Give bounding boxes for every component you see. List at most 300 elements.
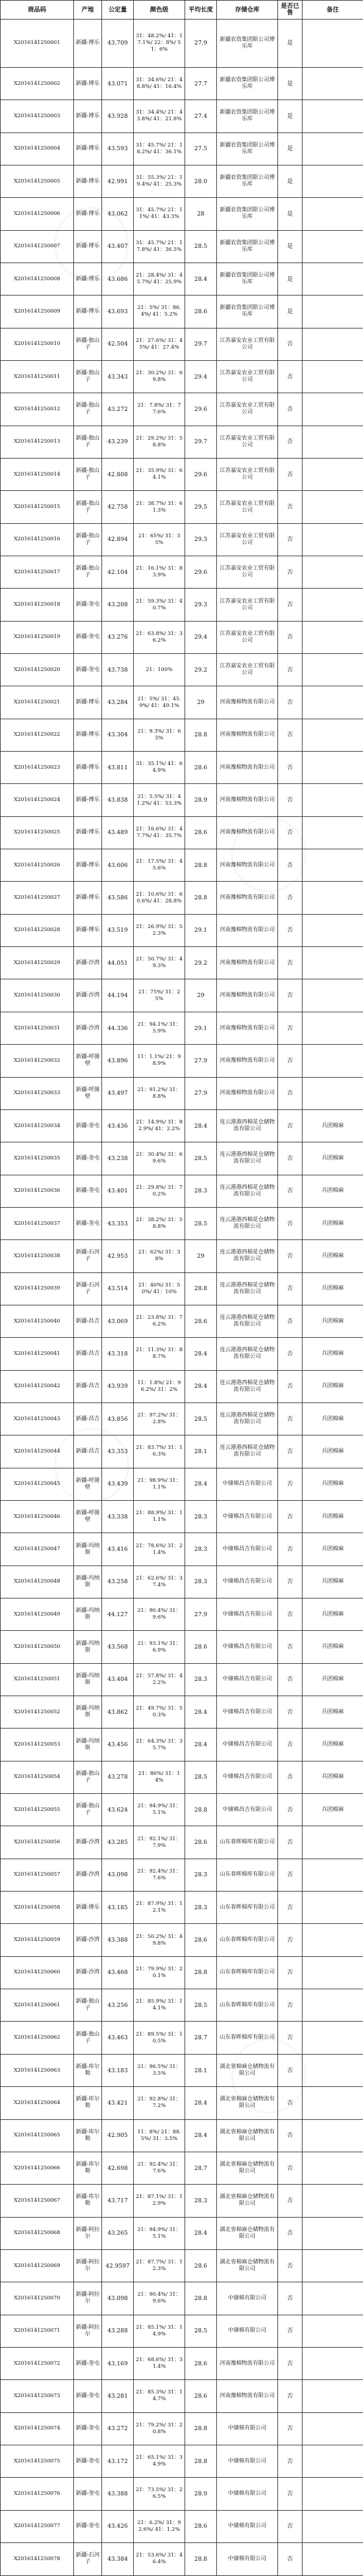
cell-warehouse: 中储棉昌吉有限公司 (217, 1468, 278, 1500)
cell-avg-length: 29.6 (185, 556, 217, 589)
cell-product-code: X2016141250012 (1, 393, 74, 426)
cell-sold: 否 (278, 1566, 302, 1598)
cell-origin: 新疆-博乐 (74, 263, 102, 295)
cell-origin: 新疆-博乐 (74, 230, 102, 263)
table-row (1, 589, 363, 621)
table-row (1, 1077, 363, 1109)
cell-avg-length: 28.9 (185, 784, 217, 816)
cell-avg-length: 29.4 (185, 360, 217, 393)
cell-avg-length: 29.7 (185, 426, 217, 458)
cell-product-code: X2016141250019 (1, 621, 74, 653)
cell-warehouse: 湖北省棉麻仓储物流有限公司 (217, 2119, 278, 2152)
cell-warehouse: 中储棉昌吉有限公司 (217, 1761, 278, 1793)
cell-note: 兵团棉麻 (302, 1370, 363, 1402)
table-row (1, 1924, 363, 1956)
cell-note (302, 426, 363, 458)
cell-product-code: X2016141250072 (1, 2347, 74, 2379)
cell-color-grade: 21：27.6%/ 31：45%/ 41：27.4% (134, 328, 185, 360)
cell-sold: 否 (278, 2347, 302, 2379)
cell-sold: 否 (278, 1859, 302, 1891)
cell-note (302, 263, 363, 295)
cell-avg-length: 28.5 (185, 1402, 217, 1435)
cell-avg-length: 28.5 (185, 1761, 217, 1793)
table-row (1, 849, 363, 882)
cell-weight: 43.185 (102, 1892, 134, 1924)
cell-warehouse: 河南豫棉物流有限公司 (217, 979, 278, 1012)
table-row (1, 1761, 363, 1793)
cell-note: 兵团棉麻 (302, 1566, 363, 1598)
cell-avg-length: 27.9 (185, 1598, 217, 1631)
cell-origin: 新疆-奎屯 (74, 2478, 102, 2510)
table-row (1, 328, 363, 360)
cell-color-grade: 31：45.7%/ 21：18.2%/ 41：36.1% (134, 132, 185, 165)
cell-color-grade: 21：92.8%/ 31：7.2% (134, 2087, 185, 2119)
cell-origin: 新疆-沙湾 (74, 1924, 102, 1956)
cell-product-code: X2016141250057 (1, 1859, 74, 1891)
cell-color-grade: 21：30.2%/ 31：69.8% (134, 360, 185, 393)
cell-sold: 否 (278, 1305, 302, 1337)
header-product-code: 商品码 (1, 1, 74, 20)
cell-sold: 否 (278, 2152, 302, 2184)
cell-sold: 否 (278, 1696, 302, 1729)
table-row (1, 947, 363, 979)
cell-warehouse: 中储棉有限公司 (217, 2510, 278, 2542)
cell-sold: 否 (278, 2119, 302, 2152)
cell-avg-length: 28.8 (185, 2542, 217, 2575)
cell-avg-length: 28.8 (185, 1272, 217, 1305)
cell-origin: 新疆-独山子 (74, 393, 102, 426)
cell-color-grade: 21：35.9%/ 31：64.1% (134, 458, 185, 490)
cell-weight: 43.238 (102, 1142, 134, 1175)
cell-avg-length: 28.8 (185, 1956, 217, 1989)
cell-avg-length: 29.3 (185, 589, 217, 621)
cell-warehouse: 连云港港西棉花仓储物流有限公司 (217, 1142, 278, 1175)
cell-note (302, 2478, 363, 2510)
cell-weight: 43.285 (102, 1826, 134, 1859)
cell-avg-length: 28.8 (185, 1794, 217, 1826)
cell-product-code: X2016141250075 (1, 2445, 74, 2477)
cell-product-code: X2016141250020 (1, 654, 74, 686)
cell-note (302, 2054, 363, 2086)
cell-warehouse: 新疆农资集团限公司博乐库 (217, 198, 278, 230)
cell-avg-length: 28.3 (185, 1663, 217, 1696)
cell-origin: 新疆-奎屯 (74, 654, 102, 686)
cell-note: 兵团棉麻 (302, 1402, 363, 1435)
cell-weight: 43.686 (102, 263, 134, 295)
cell-avg-length: 28.4 (185, 1468, 217, 1500)
cell-avg-length: 28.6 (185, 1826, 217, 1859)
cell-warehouse: 河南豫棉物流有限公司 (217, 2347, 278, 2379)
cell-note: 兵团棉麻 (302, 1272, 363, 1305)
cell-color-grade: 21：49.7%/ 31：50.3% (134, 1696, 185, 1729)
cell-product-code: X2016141250004 (1, 132, 74, 165)
cell-weight: 43.272 (102, 393, 134, 426)
cell-product-code: X2016141250001 (1, 20, 74, 68)
cell-note (302, 752, 363, 784)
cell-origin: 新疆-呼图壁 (74, 1045, 102, 1077)
cell-avg-length: 28.8 (185, 882, 217, 914)
cell-note (302, 458, 363, 490)
table-row (1, 198, 363, 230)
cell-avg-length: 28.6 (185, 2347, 217, 2379)
cell-sold: 否 (278, 1956, 302, 1989)
cell-origin: 新疆-博乐 (74, 1892, 102, 1924)
cell-origin: 新疆-奎屯 (74, 2380, 102, 2412)
cell-weight: 43.862 (102, 1696, 134, 1729)
cell-note: 兵团棉麻 (302, 1500, 363, 1533)
cell-weight: 43.239 (102, 426, 134, 458)
cell-product-code: X2016141250036 (1, 1175, 74, 1207)
table-row (1, 426, 363, 458)
cell-sold: 否 (278, 2380, 302, 2412)
cell-product-code: X2016141250027 (1, 882, 74, 914)
cell-note (302, 1924, 363, 1956)
cell-color-grade: 21：23.8%/ 31：76.2% (134, 1305, 185, 1337)
cell-sold: 否 (278, 328, 302, 360)
cell-note: 兵团棉麻 (302, 1142, 363, 1175)
cell-sold: 否 (278, 1924, 302, 1956)
cell-color-grade: 21：87.1%/ 31：12.9% (134, 2185, 185, 2217)
cell-weight: 44.194 (102, 979, 134, 1012)
cell-product-code: X2016141250003 (1, 100, 74, 132)
cell-avg-length: 29.1 (185, 1012, 217, 1044)
cell-avg-length: 28.6 (185, 752, 217, 784)
cell-color-grade: 21：96.5%/ 31：3.5% (134, 2054, 185, 2086)
cell-sold: 否 (278, 1598, 302, 1631)
cell-note (302, 230, 363, 263)
cell-origin: 新疆-沙湾 (74, 1012, 102, 1044)
table-row (1, 914, 363, 946)
cell-avg-length: 29.1 (185, 914, 217, 946)
table-row (1, 1500, 363, 1533)
cell-warehouse: 江苏嘉安农业工贸有限公司 (217, 589, 278, 621)
cell-warehouse: 中储棉有限公司 (217, 2542, 278, 2575)
cell-warehouse: 中储棉有限公司 (217, 2445, 278, 2477)
cell-origin: 新疆-沙湾 (74, 1956, 102, 1989)
cell-warehouse: 江苏嘉安农业工贸有限公司 (217, 426, 278, 458)
cell-sold: 否 (278, 2478, 302, 2510)
cell-product-code: X2016141250002 (1, 67, 74, 100)
cell-note (302, 491, 363, 523)
cell-weight: 43.062 (102, 198, 134, 230)
cell-product-code: X2016141250011 (1, 360, 74, 393)
cell-origin: 新疆-奎屯 (74, 2510, 102, 2542)
cell-avg-length: 28.4 (185, 2087, 217, 2119)
cell-product-code: X2016141250026 (1, 849, 74, 882)
cell-avg-length: 29 (185, 686, 217, 719)
cell-note (302, 100, 363, 132)
cell-avg-length: 28.3 (185, 1859, 217, 1891)
cell-color-grade: 21：9.3%/ 31：65% (134, 719, 185, 751)
cell-color-grade: 21：68.6%/ 31：31.4% (134, 2347, 185, 2379)
cell-sold: 是 (278, 132, 302, 165)
table-row (1, 1305, 363, 1337)
cell-warehouse: 中储棉昌吉有限公司 (217, 1533, 278, 1566)
table-row (1, 2185, 363, 2217)
cell-warehouse: 江苏嘉安农业工贸有限公司 (217, 523, 278, 556)
cell-avg-length: 29.2 (185, 947, 217, 979)
table-row (1, 1435, 363, 1468)
cell-product-code: X2016141250024 (1, 784, 74, 816)
cell-warehouse: 河南豫棉物流有限公司 (217, 882, 278, 914)
cell-product-code: X2016141250046 (1, 1500, 74, 1533)
cell-weight: 43.514 (102, 1272, 134, 1305)
cell-warehouse: 河南豫棉物流有限公司 (217, 914, 278, 946)
cell-product-code: X2016141250009 (1, 296, 74, 328)
cell-color-grade: 21：26.9%/ 31：52.3% (134, 914, 185, 946)
cell-warehouse: 中储棉昌吉有限公司 (217, 1663, 278, 1696)
cell-product-code: X2016141250033 (1, 1077, 74, 1109)
cell-avg-length: 28.4 (185, 1696, 217, 1729)
cell-weight: 43.693 (102, 296, 134, 328)
cell-warehouse: 湖北省棉麻仓储物流有限公司 (217, 2185, 278, 2217)
table-row (1, 1045, 363, 1077)
cell-color-grade: 21：73.5%/ 31：26.5% (134, 2478, 185, 2510)
cell-origin: 新疆-沙湾 (74, 979, 102, 1012)
cell-warehouse: 连云港港西棉花仓储物流有限公司 (217, 1240, 278, 1272)
table-row (1, 1826, 363, 1859)
cell-warehouse: 河南豫棉物流有限公司 (217, 1077, 278, 1109)
cell-weight: 43.098 (102, 1859, 134, 1891)
cell-color-grade: 31：34.6%/ 21：48.8%/ 41：16.4% (134, 67, 185, 100)
cell-weight: 43.421 (102, 2087, 134, 2119)
cell-product-code: X2016141250008 (1, 263, 74, 295)
table-row (1, 752, 363, 784)
cell-sold: 否 (278, 2412, 302, 2445)
cell-note: 兵团棉麻 (302, 1240, 363, 1272)
cell-warehouse: 山东春晖棉库有限公司 (217, 1924, 278, 1956)
cell-sold: 否 (278, 1794, 302, 1826)
cell-sold: 否 (278, 882, 302, 914)
cell-sold: 否 (278, 1207, 302, 1239)
cell-color-grade: 21：50.7%/ 31：49.3% (134, 947, 185, 979)
cell-product-code: X2016141250073 (1, 2380, 74, 2412)
cell-weight: 43.426 (102, 2510, 134, 2542)
cell-warehouse: 中储棉有限公司 (217, 2478, 278, 2510)
table-row (1, 1012, 363, 1044)
cell-note (302, 393, 363, 426)
cell-origin: 新疆-独山子 (74, 328, 102, 360)
cell-product-code: X2016141250071 (1, 2315, 74, 2347)
cell-note: 兵团棉麻 (302, 1663, 363, 1696)
cell-product-code: X2016141250066 (1, 2152, 74, 2184)
cell-avg-length: 28.8 (185, 719, 217, 751)
cell-color-grade: 21：62.6%/ 31：37.4% (134, 1566, 185, 1598)
cell-origin: 新疆-博乐 (74, 20, 102, 68)
table-row (1, 784, 363, 816)
cell-color-grade: 21：11.3%/ 31：88.7% (134, 1338, 185, 1370)
table-row (1, 132, 363, 165)
cell-weight: 42.504 (102, 328, 134, 360)
cell-color-grade: 31：34.4%/ 21：43.8%/ 41：21.8% (134, 100, 185, 132)
table-row (1, 2217, 363, 2249)
table-row (1, 979, 363, 1012)
cell-note: 兵团棉麻 (302, 1761, 363, 1793)
cell-warehouse: 河南豫棉物流有限公司 (217, 1045, 278, 1077)
cell-sold: 否 (278, 523, 302, 556)
cell-weight: 43.172 (102, 2445, 134, 2477)
cell-product-code: X2016141250058 (1, 1892, 74, 1924)
cell-note (302, 20, 363, 68)
cell-weight: 43.404 (102, 1663, 134, 1696)
cell-color-grade: 31：48.2%/ 41：17.1%/ 22：8%/ 51：6% (134, 20, 185, 68)
cell-color-grade: 21：90.4%/ 31：9.6% (134, 2282, 185, 2315)
cell-warehouse: 河南豫棉物流有限公司 (217, 686, 278, 719)
cell-weight: 42.104 (102, 556, 134, 589)
cell-origin: 新疆-博乐 (74, 914, 102, 946)
cell-avg-length: 28.4 (185, 263, 217, 295)
cell-origin: 新疆-库尔勒 (74, 2054, 102, 2086)
cell-warehouse: 山东春晖棉库有限公司 (217, 1892, 278, 1924)
cell-color-grade: 21：29.8%/ 31：70.2% (134, 1175, 185, 1207)
cell-avg-length: 27.9 (185, 1045, 217, 1077)
cell-product-code: X2016141250044 (1, 1435, 74, 1468)
cell-weight: 43.939 (102, 1370, 134, 1402)
cell-weight: 43.388 (102, 2478, 134, 2510)
cell-warehouse: 新疆农资集团限公司博乐库 (217, 100, 278, 132)
cell-weight: 43.318 (102, 1338, 134, 1370)
cell-note (302, 719, 363, 751)
cell-warehouse: 连云港港西棉花仓储物流有限公司 (217, 1272, 278, 1305)
cell-product-code: X2016141250006 (1, 198, 74, 230)
cell-weight: 43.388 (102, 1924, 134, 1956)
cell-origin: 新疆-石河子 (74, 1240, 102, 1272)
cell-origin: 新疆-博乐 (74, 198, 102, 230)
cell-weight: 43.586 (102, 882, 134, 914)
cell-origin: 新疆-阿拉尔 (74, 2315, 102, 2347)
header-warehouse: 存储仓库 (217, 1, 278, 20)
cell-note: 兵团棉麻 (302, 1338, 363, 1370)
cell-sold: 否 (278, 1533, 302, 1566)
cell-note (302, 947, 363, 979)
cell-color-grade: 21：83.7%/ 31：16.3% (134, 1435, 185, 1468)
cell-avg-length: 29.7 (185, 328, 217, 360)
cell-warehouse: 江苏嘉安农业工贸有限公司 (217, 360, 278, 393)
cell-product-code: X2016141250029 (1, 947, 74, 979)
cell-color-grade: 21：65%/ 31：35% (134, 523, 185, 556)
cell-origin: 新疆-奎屯 (74, 589, 102, 621)
cell-weight: 43.208 (102, 589, 134, 621)
table-row (1, 2510, 363, 2542)
cell-avg-length: 29.6 (185, 393, 217, 426)
cell-product-code: X2016141250065 (1, 2119, 74, 2152)
cell-note: 兵团棉麻 (302, 1533, 363, 1566)
cell-note (302, 1989, 363, 2022)
cell-note (302, 2249, 363, 2282)
cell-product-code: X2016141250048 (1, 1566, 74, 1598)
cell-sold: 否 (278, 979, 302, 1012)
cell-product-code: X2016141250015 (1, 491, 74, 523)
cell-origin: 新疆-独山子 (74, 1989, 102, 2022)
cell-origin: 新疆-独山子 (74, 1794, 102, 1826)
cell-sold: 否 (278, 426, 302, 458)
cell-note: 兵团棉麻 (302, 1598, 363, 1631)
table-row (1, 393, 363, 426)
cell-note (302, 328, 363, 360)
cell-color-grade: 21：91.2%/ 31：8.8% (134, 1077, 185, 1109)
cell-sold: 否 (278, 621, 302, 653)
cell-weight: 43.272 (102, 2412, 134, 2445)
cell-sold: 否 (278, 2054, 302, 2086)
cell-warehouse: 中储棉有限公司 (217, 2412, 278, 2445)
cell-warehouse: 江苏嘉安农业工贸有限公司 (217, 328, 278, 360)
cell-origin: 新疆-玛纳斯 (74, 1631, 102, 1663)
cell-avg-length: 28.5 (185, 2315, 217, 2347)
table-row (1, 1696, 363, 1729)
cell-weight: 43.098 (102, 2282, 134, 2315)
cell-product-code: X2016141250047 (1, 1533, 74, 1566)
cell-color-grade: 21：16.1%/ 31：83.9% (134, 556, 185, 589)
cell-note: 兵团棉麻 (302, 1305, 363, 1337)
cell-note (302, 1077, 363, 1109)
cell-color-grade: 21：53.6%/ 31：46.4% (134, 2542, 185, 2575)
cell-color-grade: 21：85.9%/ 31：14.1% (134, 1989, 185, 2022)
cell-color-grade: 11：8%/ 21：88.5%/ 31：3.5% (134, 2119, 185, 2152)
table-row (1, 100, 363, 132)
cell-avg-length: 27.9 (185, 1077, 217, 1109)
cell-origin: 新疆-博乐 (74, 784, 102, 816)
cell-warehouse: 河南豫棉物流有限公司 (217, 1012, 278, 1044)
cell-origin: 新疆-奎屯 (74, 1142, 102, 1175)
table-row (1, 816, 363, 849)
cell-color-grade: 21：59.3%/ 31：40.7% (134, 589, 185, 621)
cell-warehouse: 中储棉有限公司 (217, 2282, 278, 2315)
cell-avg-length: 28.5 (185, 1142, 217, 1175)
cell-avg-length: 28.6 (185, 2380, 217, 2412)
cell-sold: 否 (278, 2185, 302, 2217)
cell-warehouse: 新疆农资集团限公司博乐库 (217, 20, 278, 68)
cell-weight: 43.568 (102, 1631, 134, 1663)
cell-sold: 否 (278, 458, 302, 490)
cell-product-code: X2016141250022 (1, 719, 74, 751)
table-row (1, 1402, 363, 1435)
cell-origin: 新疆-博乐 (74, 752, 102, 784)
cell-note (302, 2412, 363, 2445)
cell-warehouse: 新疆农资集团限公司博乐库 (217, 230, 278, 263)
cell-product-code: X2016141250005 (1, 165, 74, 197)
cell-warehouse: 新疆农资集团限公司博乐库 (217, 296, 278, 328)
header-color-grade: 颜色级 (134, 1, 185, 20)
cell-color-grade: 21：88.9%/ 31：11.1% (134, 1500, 185, 1533)
cell-product-code: X2016141250043 (1, 1402, 74, 1435)
cell-avg-length: 28.7 (185, 2152, 217, 2184)
cell-origin: 新疆-沙湾 (74, 1826, 102, 1859)
table-row (1, 67, 363, 100)
header-note: 备注 (302, 1, 363, 20)
cell-product-code: X2016141250059 (1, 1924, 74, 1956)
cell-note (302, 621, 363, 653)
cell-weight: 43.709 (102, 20, 134, 68)
cell-weight: 44.127 (102, 1598, 134, 1631)
table-row (1, 1109, 363, 1142)
cell-color-grade: 31：35.1%/ 41：64.9% (134, 752, 185, 784)
cell-weight: 43.343 (102, 360, 134, 393)
table-row (1, 2152, 363, 2184)
cell-color-grade: 21：38.2%/ 31：58.8% (134, 1207, 185, 1239)
cell-warehouse: 中储棉昌吉有限公司 (217, 1696, 278, 1729)
table-row (1, 360, 363, 393)
cell-note (302, 2510, 363, 2542)
cell-color-grade: 21：5%/ 31：45.9%/ 41：49.1% (134, 686, 185, 719)
cell-weight: 42.9597 (102, 2249, 134, 2282)
cell-note (302, 67, 363, 100)
cell-weight: 43.384 (102, 2542, 134, 2575)
cell-weight: 43.265 (102, 2217, 134, 2249)
table-row (1, 1175, 363, 1207)
cell-avg-length: 28.4 (185, 1109, 217, 1142)
cell-weight: 42.953 (102, 1240, 134, 1272)
cell-sold: 否 (278, 1631, 302, 1663)
